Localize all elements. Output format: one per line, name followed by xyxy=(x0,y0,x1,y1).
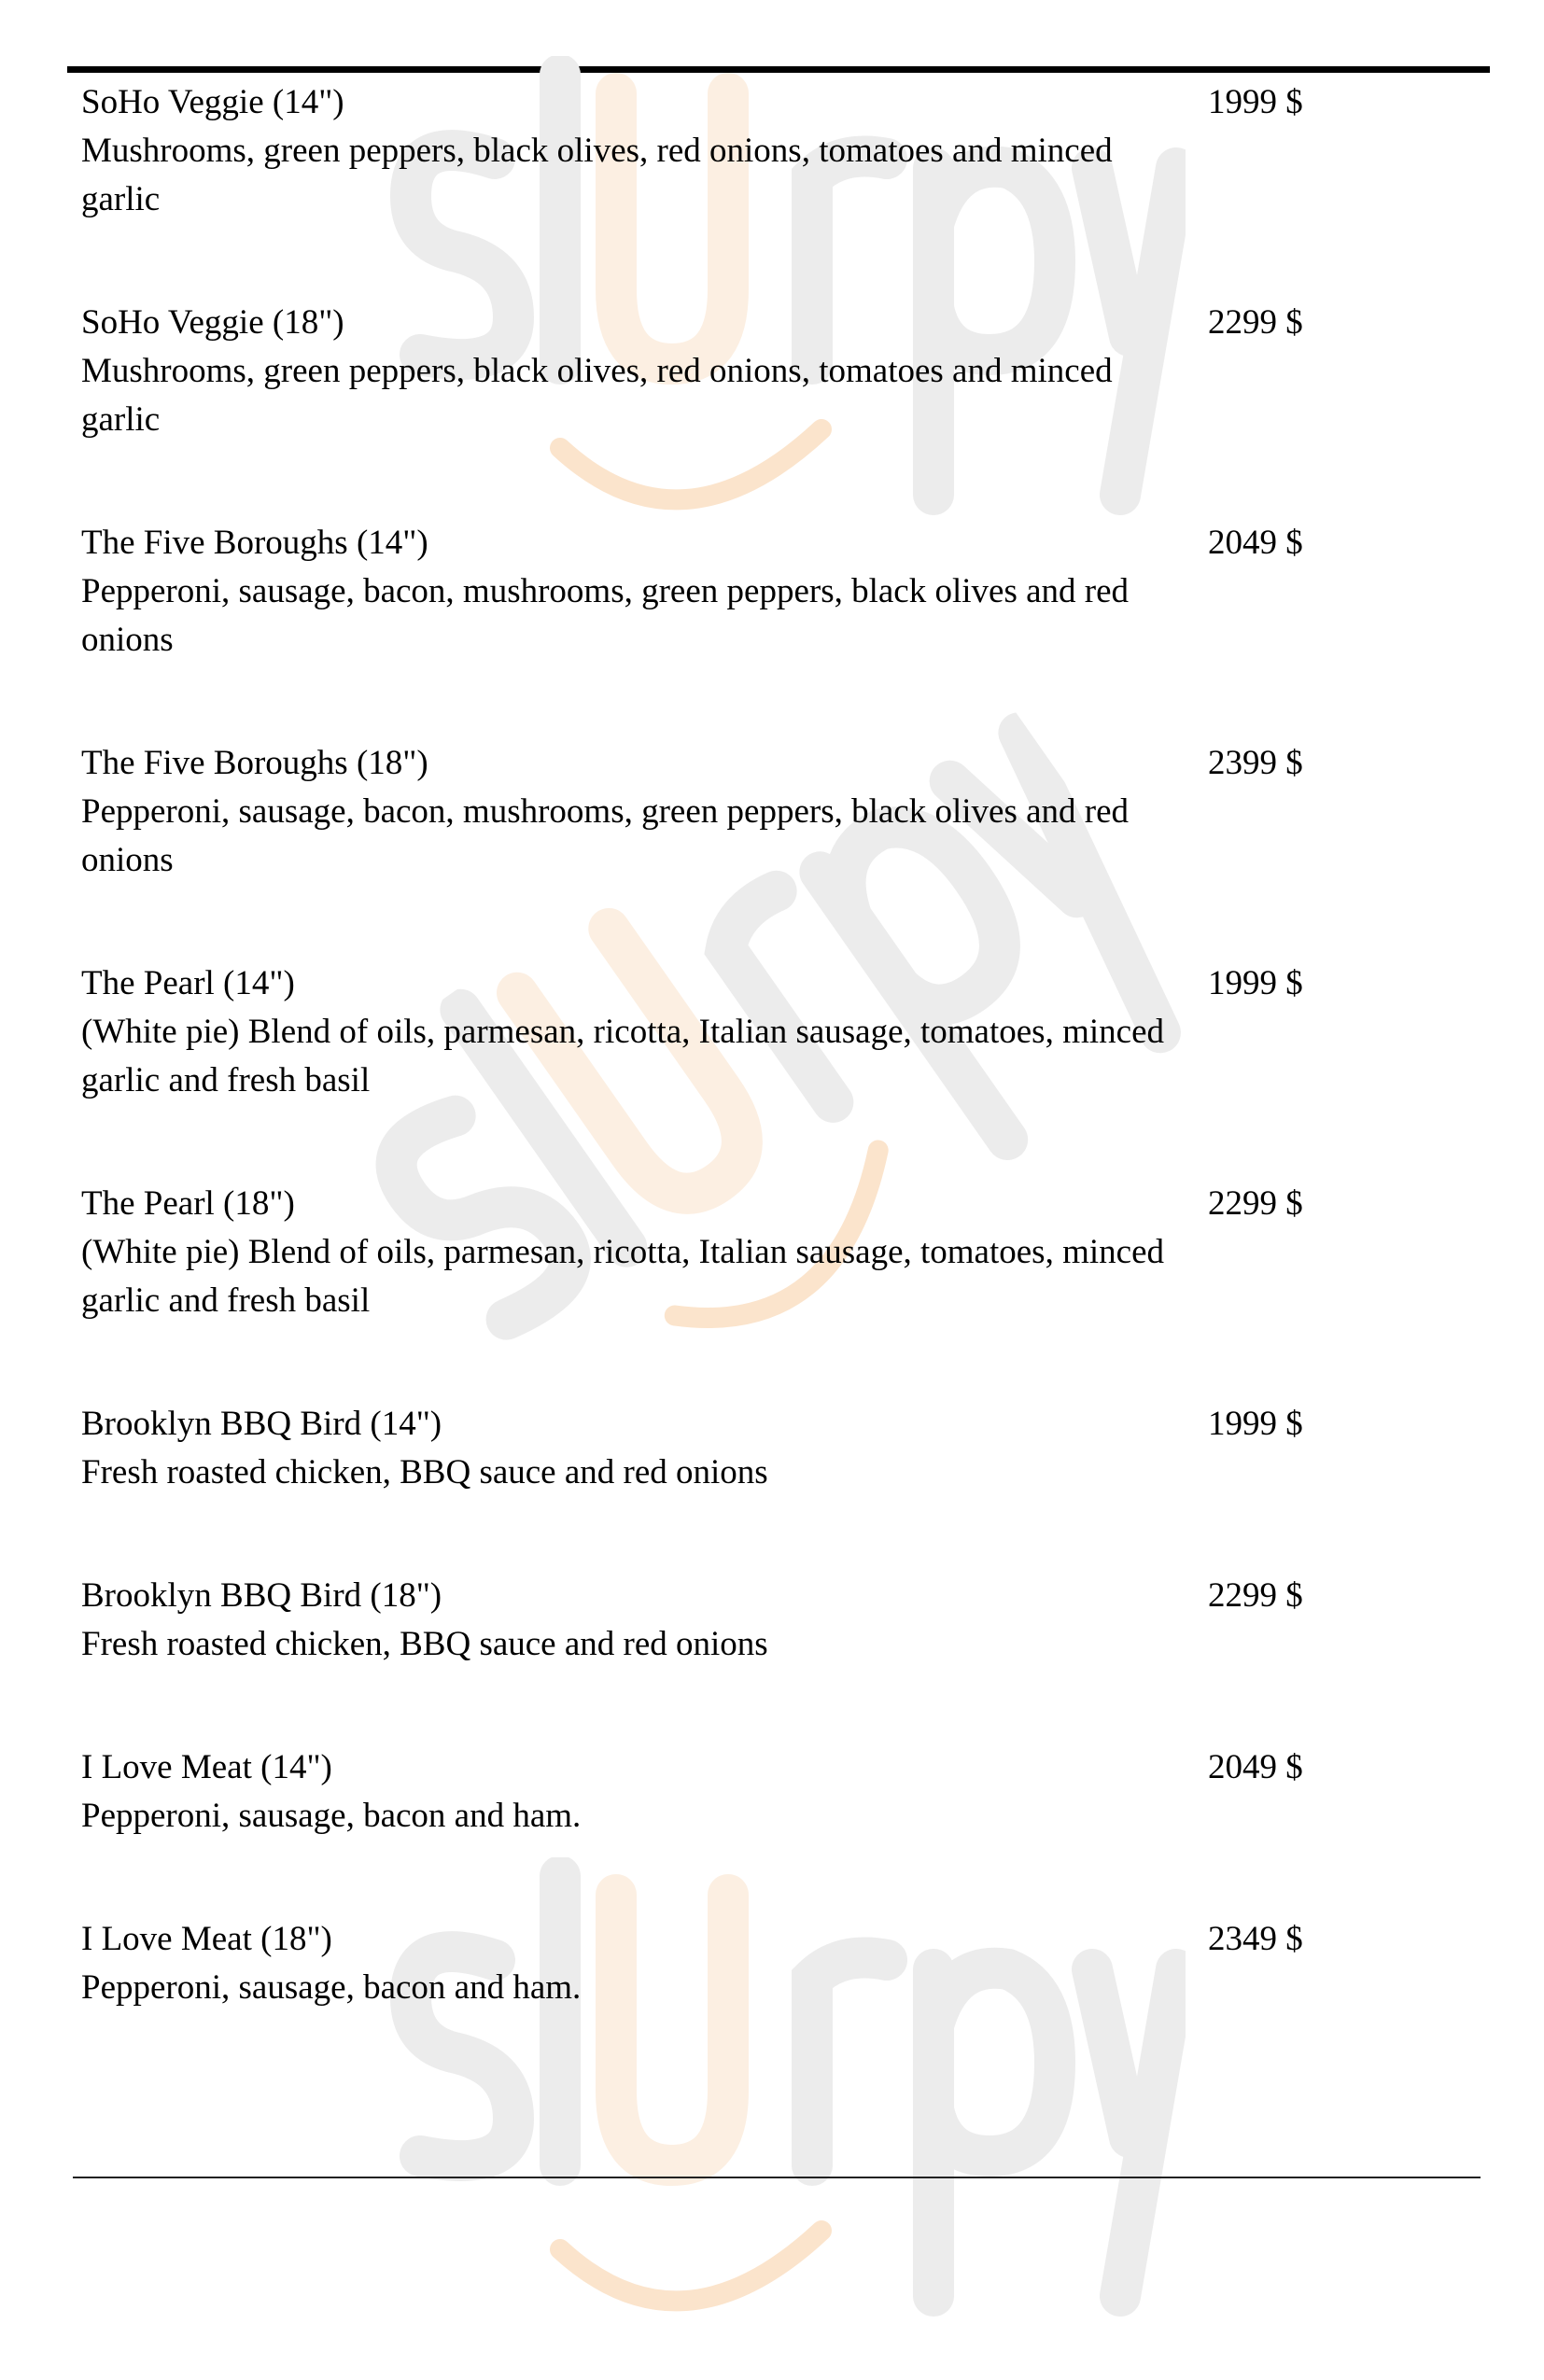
item-name: The Pearl (14") xyxy=(81,964,295,1002)
item-description: Pepperoni, sausage, bacon and ham. xyxy=(81,1968,582,2007)
item-price: 2299 $ xyxy=(1208,303,1303,342)
item-name: The Five Boroughs (18") xyxy=(81,744,428,782)
menu-item xyxy=(81,1915,1407,2012)
item-price: 1999 $ xyxy=(1208,83,1303,121)
item-price: 2399 $ xyxy=(1208,744,1303,782)
top-rule xyxy=(67,66,1490,73)
item-name: SoHo Veggie (18") xyxy=(81,303,344,342)
item-name: I Love Meat (18") xyxy=(81,1920,332,1958)
item-description: Mushrooms, green peppers, black olives, red onions, tomatoes and minced garlic xyxy=(81,352,1113,439)
item-description: (White pie) Blend of oils, parmesan, ricotta, Italian sausage, tomatoes, minced garlic and fresh basil xyxy=(81,1013,1164,1099)
item-description: Mushrooms, green peppers, black olives, red onions, tomatoes and minced garlic xyxy=(81,132,1113,218)
item-name: The Pearl (18") xyxy=(81,1184,295,1223)
menu-list xyxy=(81,78,1407,2087)
item-price: 2299 $ xyxy=(1208,1576,1303,1615)
item-name: I Love Meat (14") xyxy=(81,1748,332,1786)
item-name: The Five Boroughs (14") xyxy=(81,524,428,562)
menu-item xyxy=(81,959,1407,1105)
item-description: Pepperoni, sausage, bacon, mushrooms, green peppers, black olives and red onions xyxy=(81,792,1130,879)
item-name: SoHo Veggie (14") xyxy=(81,83,344,121)
item-description: Fresh roasted chicken, BBQ sauce and red onions xyxy=(81,1625,768,1663)
item-price: 2049 $ xyxy=(1208,524,1303,562)
bottom-rule xyxy=(73,2177,1481,2178)
item-price: 1999 $ xyxy=(1208,1405,1303,1443)
menu-item xyxy=(81,1572,1407,1669)
item-description: (White pie) Blend of oils, parmesan, ricotta, Italian sausage, tomatoes, minced garlic and fresh basil xyxy=(81,1233,1164,1320)
menu-item xyxy=(81,1180,1407,1325)
menu-item xyxy=(81,519,1407,665)
menu-item xyxy=(81,1400,1407,1497)
item-price: 1999 $ xyxy=(1208,964,1303,1002)
item-description: Pepperoni, sausage, bacon, mushrooms, green peppers, black olives and red onions xyxy=(81,572,1130,659)
menu-item xyxy=(81,78,1407,224)
menu-item xyxy=(81,739,1407,885)
item-price: 2299 $ xyxy=(1208,1184,1303,1223)
menu-item xyxy=(81,299,1407,444)
item-description: Pepperoni, sausage, bacon and ham. xyxy=(81,1797,582,1835)
item-name: Brooklyn BBQ Bird (18") xyxy=(81,1576,442,1615)
item-price: 2049 $ xyxy=(1208,1748,1303,1786)
menu-item xyxy=(81,1743,1407,1841)
item-name: Brooklyn BBQ Bird (14") xyxy=(81,1405,442,1443)
item-description: Fresh roasted chicken, BBQ sauce and red onions xyxy=(81,1453,768,1491)
item-price: 2349 $ xyxy=(1208,1920,1303,1958)
